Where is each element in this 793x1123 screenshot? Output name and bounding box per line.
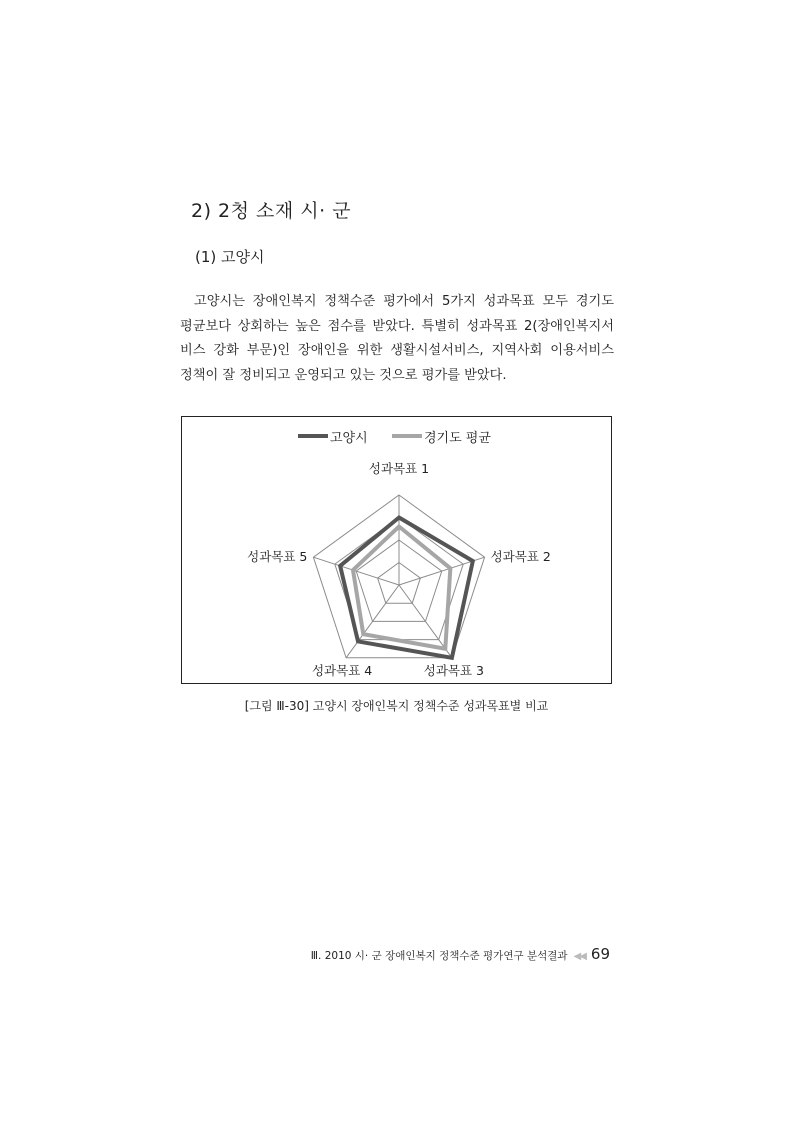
axis-label-4: 성과목표 4	[311, 662, 373, 678]
body-paragraph	[180, 290, 614, 388]
axis-label-1: 성과목표 1	[368, 461, 430, 476]
double-left-arrow-icon: ◀◀	[573, 951, 585, 962]
chart-legend	[298, 430, 491, 446]
running-head: Ⅲ. 2010 시· 군 장애인복지 정책수준 평가연구 분석결과	[310, 950, 568, 962]
subsection-title: (1) 고양시	[195, 248, 265, 266]
radar-chart	[182, 417, 611, 683]
legend-label-goyang: 고양시	[330, 431, 368, 446]
series-line-1	[340, 518, 473, 658]
section-title: 2) 2청 소재 시· 군	[191, 200, 352, 222]
legend-label-gyeonggi: 경기도 평균	[424, 431, 491, 446]
paragraph-line-1: 고양시는 장애인복지 정책수준 평가에서 5가지 성과목표 모두 경기도	[194, 294, 614, 309]
axis-label-2: 성과목표 2	[490, 549, 551, 565]
paragraph-line-3: 비스 강화 부문)인 장애인을 위한 생활시설서비스, 지역사회 이용서비스	[180, 343, 614, 359]
paragraph-line-2: 평균보다 상회하는 높은 점수를 받았다. 특별히 성과목표 2(장애인복지서	[180, 318, 614, 334]
radar-series	[340, 518, 473, 658]
axis-label-5: 성과목표 5	[247, 549, 308, 565]
figure-caption: [그림 Ⅲ-30] 고양시 장애인복지 정책수준 성과목표별 비교	[244, 699, 549, 713]
radar-chart-frame	[181, 416, 612, 684]
page-footer	[311, 945, 610, 963]
axis-label-3: 성과목표 3	[423, 662, 485, 678]
paragraph-line-4: 정책이 잘 정비되고 운영되고 있는 것으로 평가를 받았다.	[180, 367, 507, 383]
page-number: 69	[590, 945, 610, 963]
